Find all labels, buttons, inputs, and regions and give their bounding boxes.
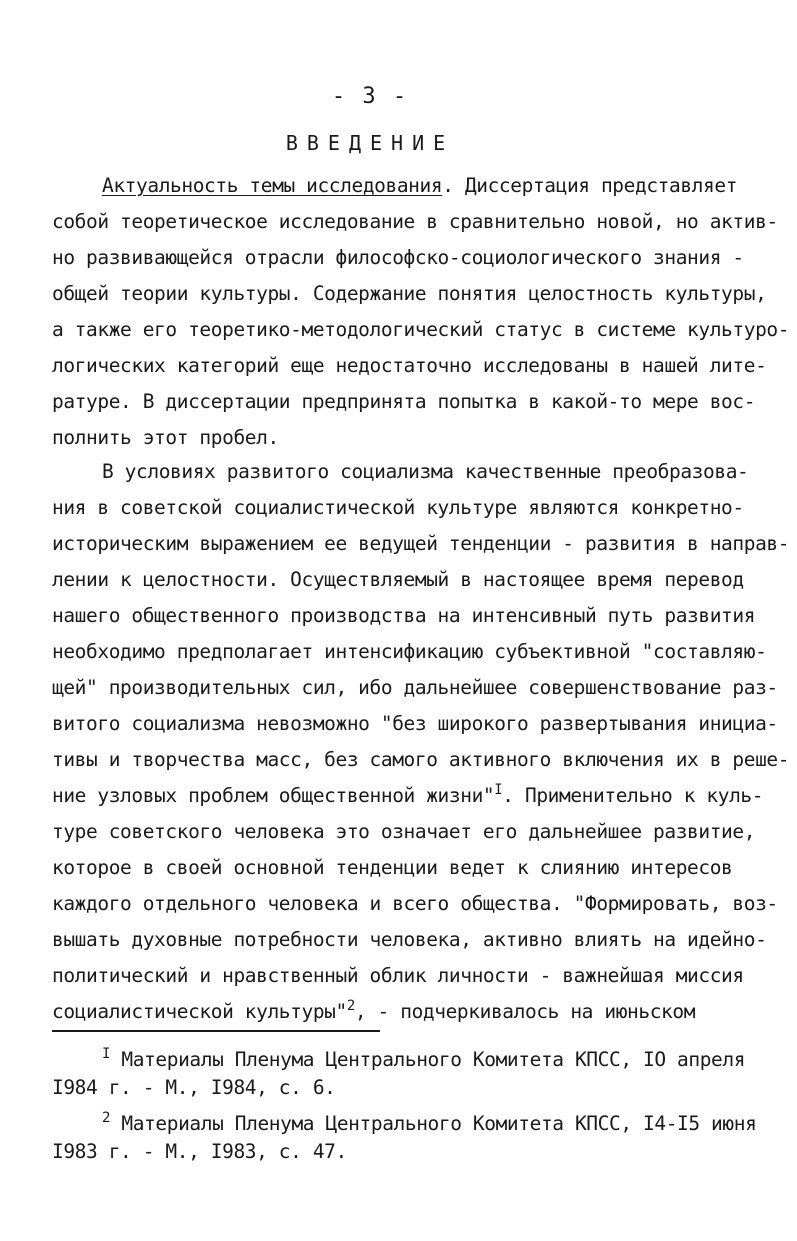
paragraph-line xyxy=(52,784,763,808)
paragraph-line: витого социализма невозможно "без широкого развертывания инициа- xyxy=(52,712,778,735)
paragraph-line: ния в советской социалистической культуре являются конкретно- xyxy=(52,496,744,519)
paragraph-text: ние узловых проблем общественной жизни" xyxy=(52,784,495,807)
paragraph-line: которое в своей основной тенденции ведет к слиянию интересов xyxy=(52,856,733,879)
paragraph-line: В условиях развитого социализма качественные преобразова- xyxy=(102,460,749,483)
paragraph-line: ратуре. В диссертации предпринята попытка в какой-то мере вос- xyxy=(52,390,756,413)
paragraph-line: общей теории культуры. Содержание понятия целостность культуры, xyxy=(52,282,767,305)
paragraph-text: . Применительно к куль- xyxy=(502,784,764,807)
footnote-2 xyxy=(102,1112,756,1136)
footnote-ref: I xyxy=(494,782,503,798)
footnote-marker: 2 xyxy=(102,1110,111,1126)
page-number: - 3 - xyxy=(331,84,409,109)
paragraph-line: логических категорий еще недостаточно исследованы в нашей лите- xyxy=(52,354,767,377)
footnote-ref: 2 xyxy=(346,998,355,1014)
paragraph-text: , - подчеркивалось на июньском xyxy=(354,1000,696,1023)
paragraph-line: но развивающейся отрасли философско-социологического знания - xyxy=(52,246,744,269)
paragraph-line: лении к целостности. Осуществляемый в настоящее время перевод xyxy=(52,568,744,591)
paragraph-text: социалистической культуры" xyxy=(52,1000,347,1023)
paragraph-line: необходимо предполагает интенсификацию субъективной "составляю- xyxy=(52,640,767,663)
paragraph-line: туре советского человека это означает его дальнейшее развитие, xyxy=(52,820,756,843)
paragraph-text: . Диссертация представляет xyxy=(442,174,738,197)
footnote-divider xyxy=(52,1030,380,1032)
footnote-marker: I xyxy=(102,1046,111,1062)
paragraph-line: щей" производительных сил, ибо дальнейшее совершенствование раз- xyxy=(52,676,778,699)
footnote-1 xyxy=(102,1048,745,1072)
paragraph-line: политический и нравственный облик личности - важнейшая миссия xyxy=(52,964,744,987)
page-title: ВВЕДЕНИЕ xyxy=(285,131,455,155)
paragraph-line xyxy=(102,174,737,198)
footnote-2-continuation: I983 г. - М., I983, с. 47. xyxy=(52,1140,347,1163)
section-heading: Актуальность темы исследования xyxy=(102,174,443,197)
paragraph-line: историческим выражением ее ведущей тенденции - развития в направ- xyxy=(52,532,790,555)
paragraph-line: тивы и творчества масс, без самого активного включения их в реше- xyxy=(52,748,790,771)
paragraph-line xyxy=(52,1000,695,1024)
paragraph-line: полнить этот пробел. xyxy=(52,426,279,449)
paragraph-line: вышать духовные потребности человека, активно влиять на идейно- xyxy=(52,928,767,951)
paragraph-line: нашего общественного производства на интенсивный путь развития xyxy=(52,604,756,627)
footnote-text: Материалы Пленума Центрального Комитета КПСС, IO апреля xyxy=(110,1048,746,1071)
footnote-1-continuation: I984 г. - М., I984, с. 6. xyxy=(52,1076,336,1099)
footnote-text: Материалы Пленума Центрального Комитета КПСС, I4-I5 июня xyxy=(110,1112,757,1135)
paragraph-line: а также его теоретико-методологический статус в системе культуро- xyxy=(52,318,790,341)
paragraph-line: собой теоретическое исследование в сравнительно новой, но актив- xyxy=(52,210,778,233)
paragraph-line: каждого отдельного человека и всего общества. "Формировать, воз- xyxy=(52,892,778,915)
